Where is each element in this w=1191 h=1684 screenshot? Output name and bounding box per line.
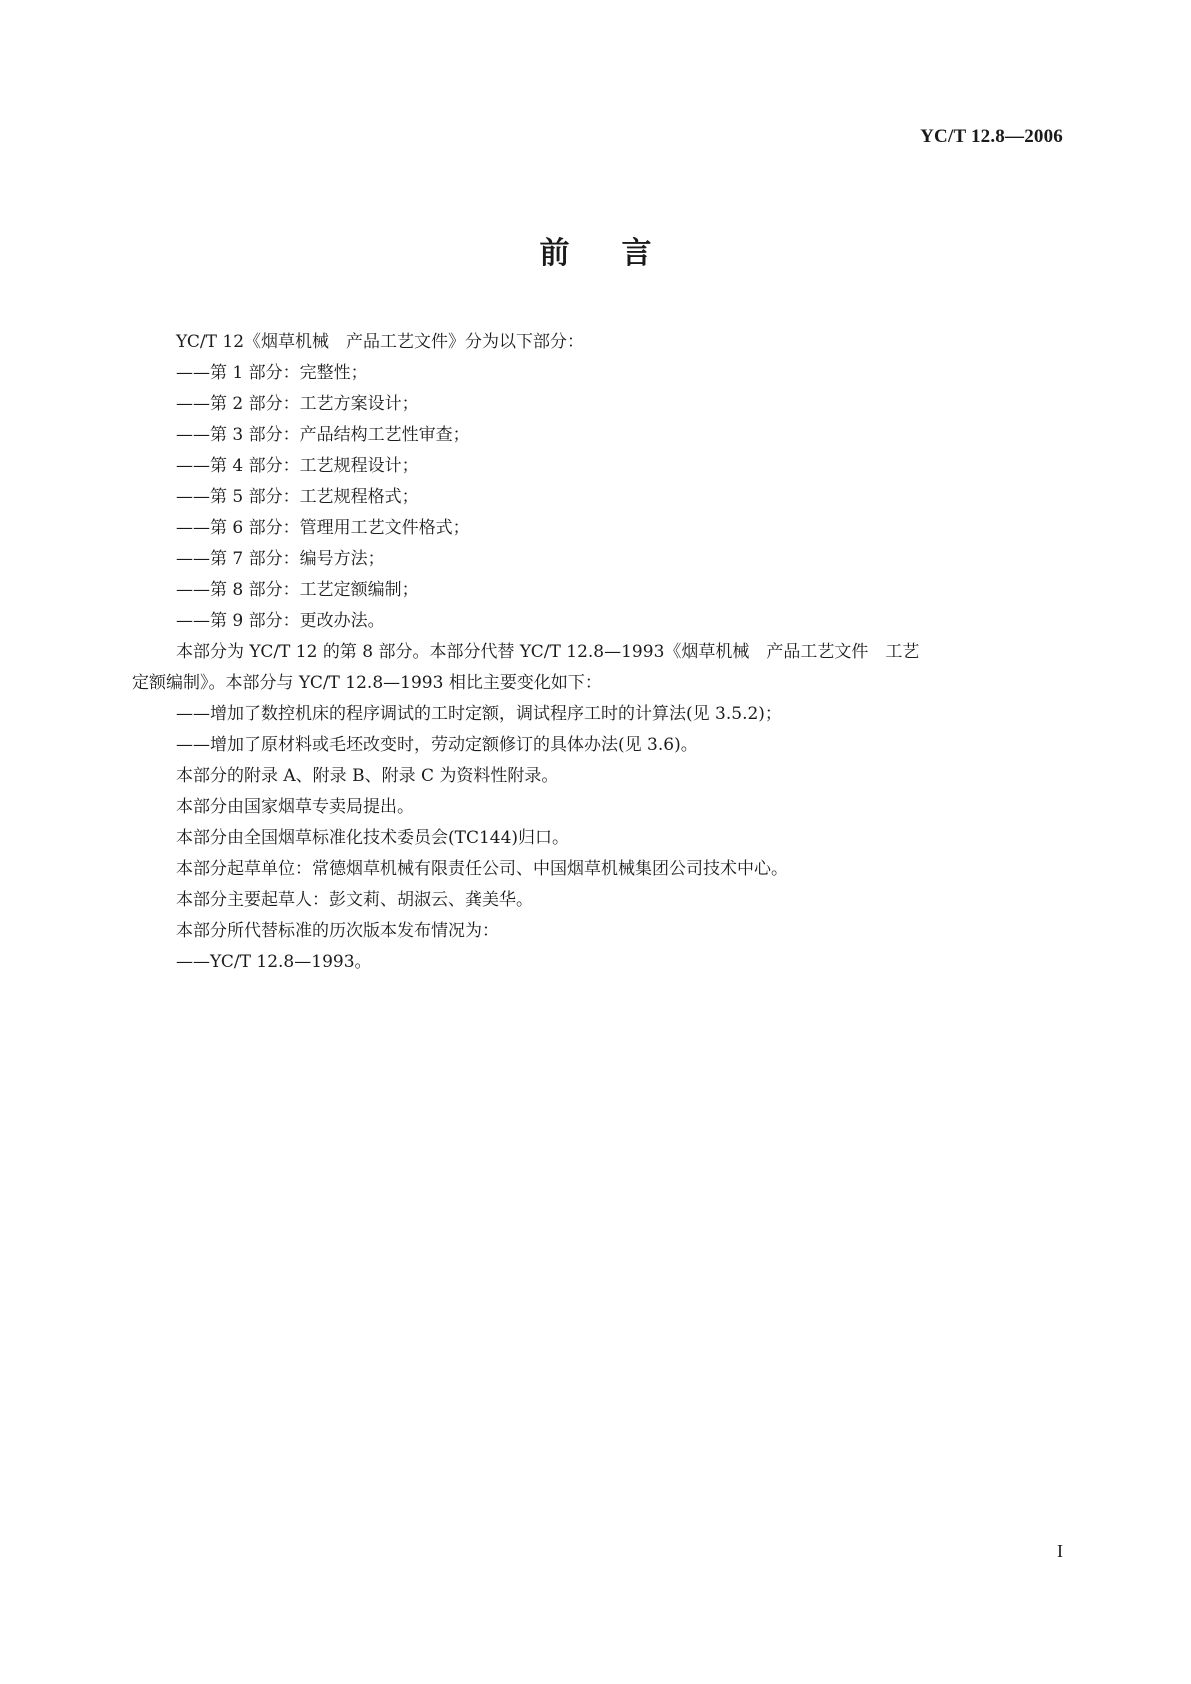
paragraph: 本部分起草单位：常德烟草机械有限责任公司、中国烟草机械集团公司技术中心。 [176,859,788,879]
paragraph: ——第 3 部分：产品结构工艺性审查； [176,425,470,445]
paragraph: 本部分由国家烟草专卖局提出。 [176,797,414,817]
paragraph: 定额编制》。本部分与 YC/T 12.8—1993 相比主要变化如下： [132,673,602,693]
paragraph: 本部分由全国烟草标准化技术委员会(TC144)归口。 [176,828,570,848]
paragraph: ——增加了原材料或毛坯改变时，劳动定额修订的具体办法(见 3.6)。 [176,735,698,755]
paragraph: ——第 8 部分：工艺定额编制； [176,580,419,600]
paragraph: ——第 2 部分：工艺方案设计； [176,394,419,414]
paragraph: ——第 1 部分：完整性； [176,363,368,383]
paragraph: ——第 4 部分：工艺规程设计； [176,456,419,476]
paragraph: 本部分主要起草人：彭文莉、胡淑云、龚美华。 [176,890,533,910]
paragraph: ——YC/T 12.8—1993。 [176,952,372,972]
paragraph: ——第 7 部分：编号方法； [176,549,385,569]
paragraph: ——增加了数控机床的程序调试的工时定额，调试程序工时的计算法(见 3.5.2)； [176,704,782,724]
paragraph: ——第 5 部分：工艺规程格式； [176,487,419,507]
standard-code: YC/T 12.8—2006 [920,126,1063,147]
paragraph: ——第 9 部分：更改办法。 [176,611,385,631]
paragraph: YC/T 12《烟草机械 产品工艺文件》分为以下部分： [176,332,585,352]
page-number: I [1057,1541,1063,1561]
foreword-body [132,327,1066,978]
paragraph: ——第 6 部分：管理用工艺文件格式； [176,518,470,538]
paragraph: 本部分为 YC/T 12 的第 8 部分。本部分代替 YC/T 12.8—1993《烟草机械 产品工艺文件 工艺 [176,642,920,662]
paragraph: 本部分的附录 A、附录 B、附录 C 为资料性附录。 [176,766,559,786]
paragraph: 本部分所代替标准的历次版本发布情况为： [176,921,499,941]
page-title: 前言 [539,236,704,271]
